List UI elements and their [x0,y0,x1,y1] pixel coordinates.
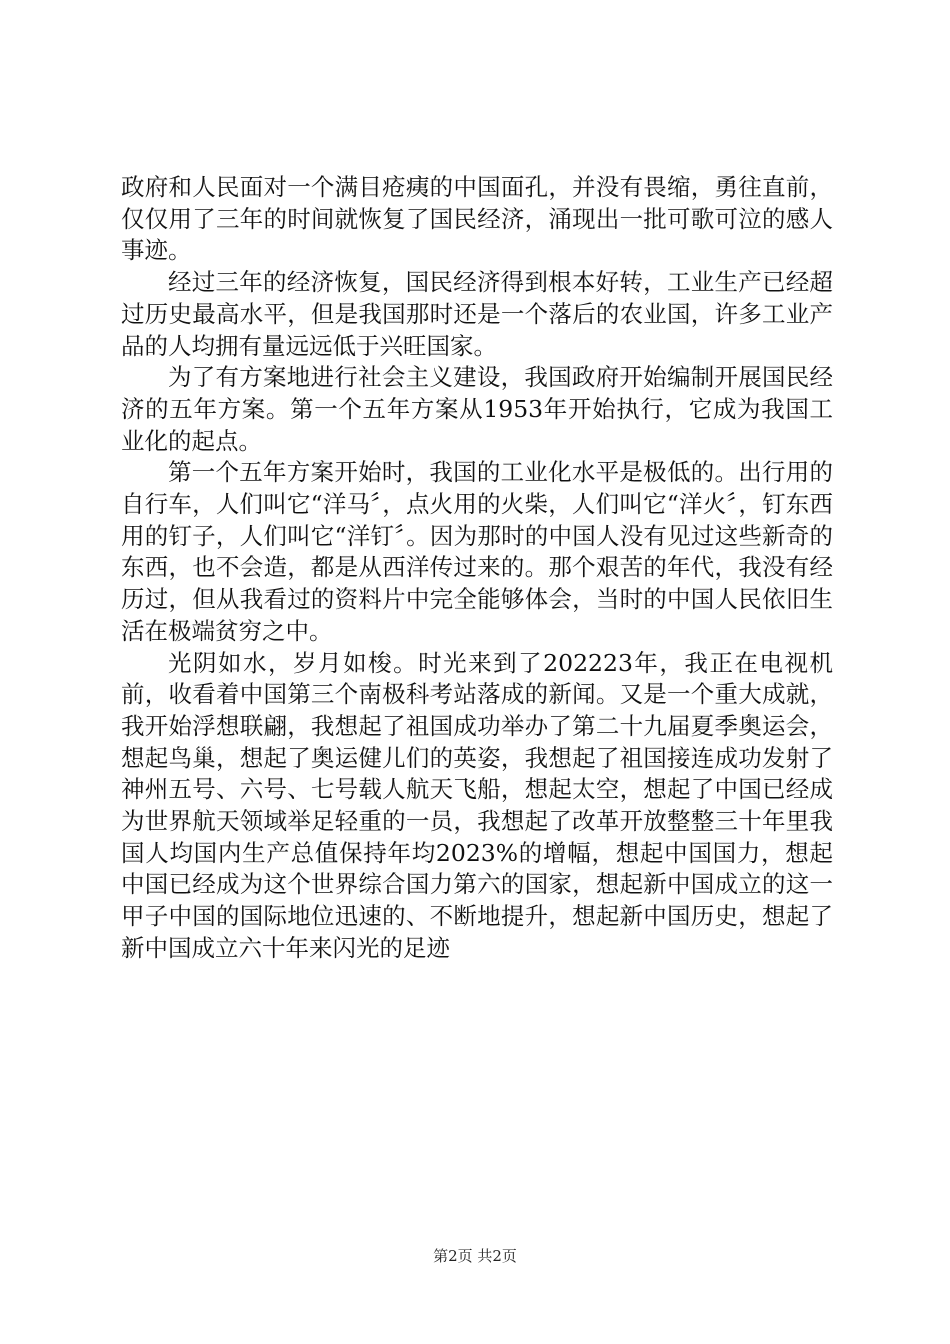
document-body [121,172,833,965]
paragraph-1: 政府和人民面对一个满目疮痍的中国面孔，并没有畏缩，勇往直前，仅仅用了三年的时间就恢复了国民经济，涌现出一批可歌可泣的感人事迹。 [121,173,833,265]
paragraph-5: 光阴如水，岁月如梭。时光来到了202223年，我正在电视机前，收看着中国第三个南极科考站落成的新闻。又是一个重大成就，我开始浮想联翩，我想起了祖国成功举办了第二十九届夏季奥运会，想起鸟巢，想起了奥运健儿们的英姿，我想起了祖国接连成功发射了神州五号、六号、七号载人航天飞船，想起太空，想起了中国已经成为世界航天领域举足轻重的一员，我想起了改革开放整整三十年里我国人均国内生产总值保持年均2023%的增幅，想起中国国力，想起中国已经成为这个世界综合国力第六的国家，想起新中国成立的这一甲子中国的国际地位迅速的、不断地提升，想起新中国历史，想起了新中国成立六十年来闪光的足迹 [121,648,833,962]
paragraph-3: 为了有方案地进行社会主义建设，我国政府开始编制开展国民经济的五年方案。第一个五年方案从1953年开始执行，它成为我国工业化的起点。 [121,363,833,455]
paragraph-2: 经过三年的经济恢复，国民经济得到根本好转，工业生产已经超过历史最高水平，但是我国那时还是一个落后的农业国，许多工业产品的人均拥有量远远低于兴旺国家。 [121,268,833,360]
page-number-footer: 第2页 共2页 [433,1247,517,1265]
paragraph-4: 第一个五年方案开始时，我国的工业化水平是极低的。出行用的自行车，人们叫它“洋马〞，点火用的火柴，人们叫它“洋火〞，钉东西用的钉子，人们叫它“洋钉〞。因为那时的中国人没有见过这些新奇的东西，也不会造，都是从西洋传过来的。那个艰苦的年代，我没有经历过，但从我看过的资料片中完全能够体会，当时的中国人民依旧生活在极端贫穷之中。 [121,458,833,645]
